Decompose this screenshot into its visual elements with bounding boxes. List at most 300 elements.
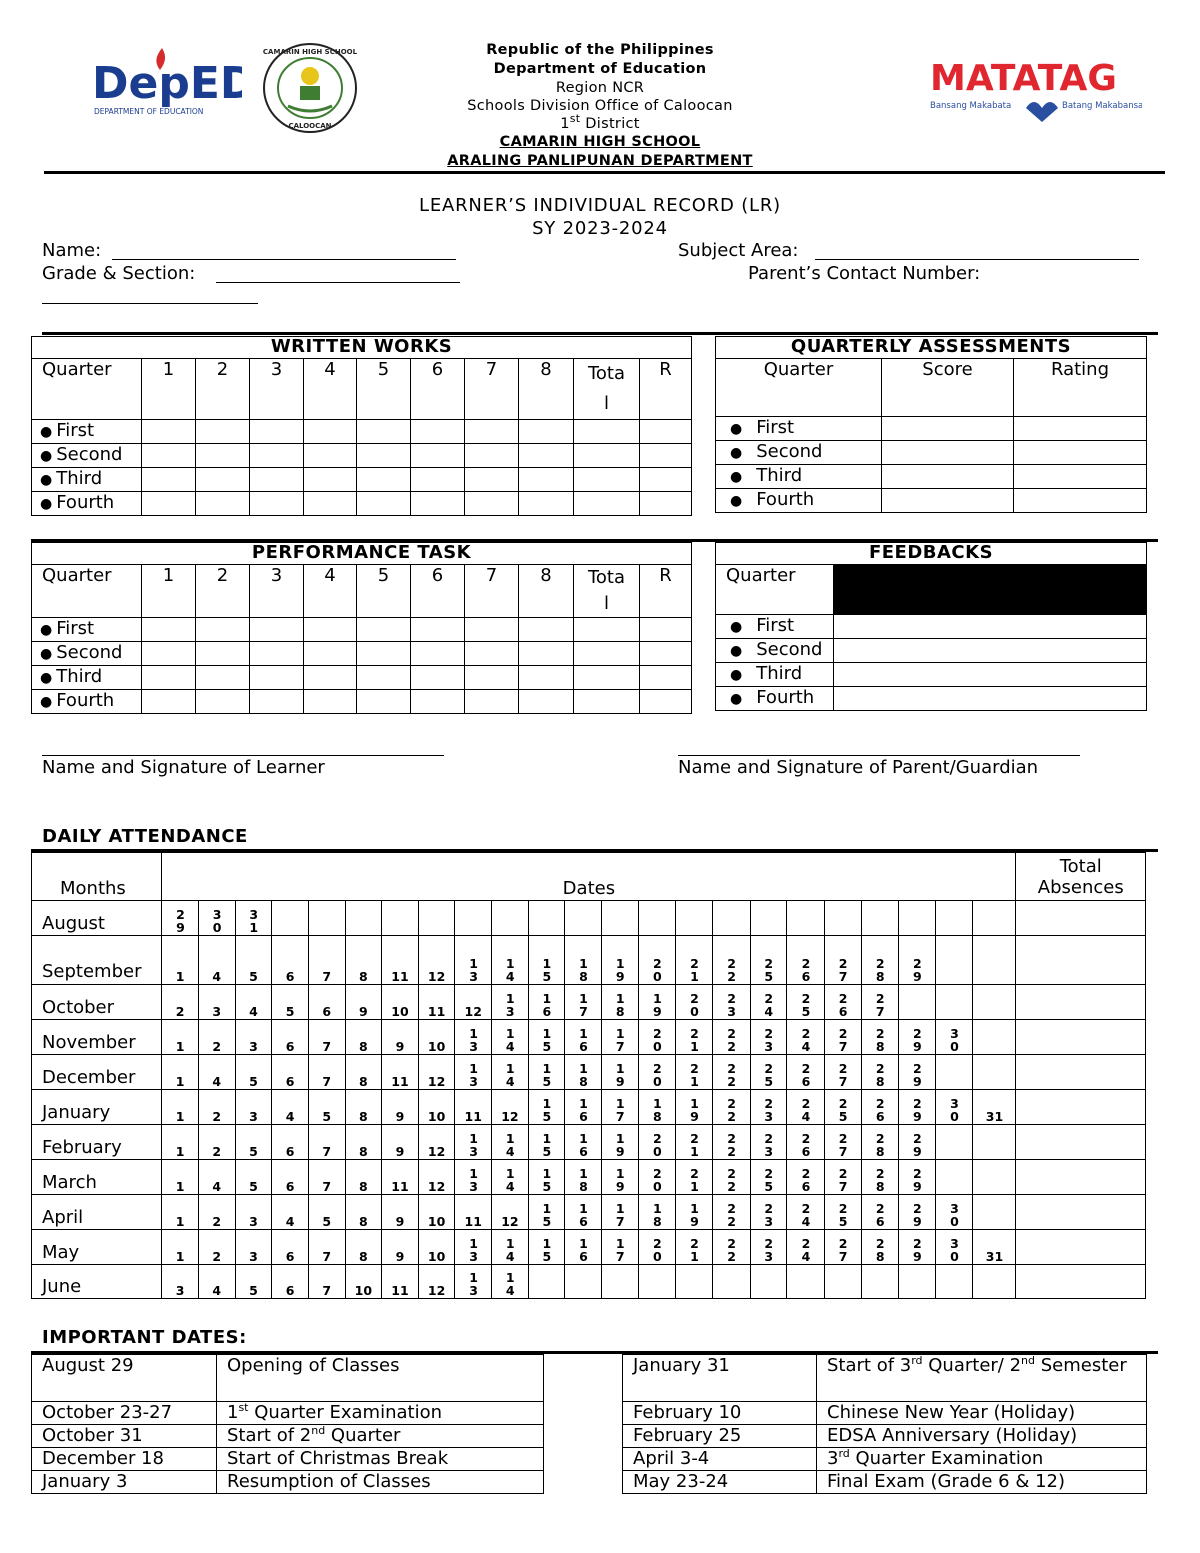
pt-score-cell[interactable] <box>574 642 640 666</box>
ww-score-cell[interactable] <box>196 444 250 468</box>
pt-score-cell[interactable] <box>250 690 304 714</box>
att-date-cell[interactable] <box>162 936 199 985</box>
att-date-cell[interactable] <box>528 1055 565 1090</box>
ww-score-cell[interactable] <box>357 468 411 492</box>
pt-score-cell[interactable] <box>142 642 196 666</box>
pt-score-cell[interactable] <box>304 618 357 642</box>
grade-field[interactable] <box>216 282 460 283</box>
att-date-cell[interactable] <box>235 936 272 985</box>
att-date-cell[interactable] <box>418 1020 455 1055</box>
att-date-cell[interactable] <box>899 1195 936 1230</box>
att-date-cell[interactable] <box>345 1055 382 1090</box>
pt-score-cell[interactable] <box>640 642 692 666</box>
att-date-cell[interactable] <box>565 985 602 1020</box>
ww-score-cell[interactable] <box>574 468 640 492</box>
att-total-cell[interactable] <box>1016 936 1146 985</box>
att-date-cell[interactable] <box>198 1265 235 1299</box>
att-date-cell[interactable] <box>824 1160 861 1195</box>
qa-score-cell[interactable] <box>882 417 1014 441</box>
att-date-cell[interactable] <box>676 1230 713 1265</box>
ww-score-cell[interactable] <box>196 468 250 492</box>
att-date-cell[interactable] <box>935 1195 973 1230</box>
att-date-cell[interactable] <box>492 1125 529 1160</box>
att-date-cell[interactable] <box>198 1055 235 1090</box>
att-date-cell[interactable] <box>308 985 345 1020</box>
att-date-cell[interactable] <box>861 1125 899 1160</box>
att-date-cell[interactable] <box>565 1090 602 1125</box>
att-date-cell[interactable] <box>455 1195 492 1230</box>
att-date-cell[interactable] <box>198 985 235 1020</box>
att-total-cell[interactable] <box>1016 985 1146 1020</box>
att-date-cell[interactable] <box>973 1160 1016 1195</box>
ww-score-cell[interactable] <box>250 444 304 468</box>
ww-score-cell[interactable] <box>411 420 465 444</box>
att-date-cell[interactable] <box>787 985 825 1020</box>
pt-score-cell[interactable] <box>411 690 465 714</box>
att-date-cell[interactable] <box>492 1160 529 1195</box>
att-date-cell[interactable] <box>899 1230 936 1265</box>
att-date-cell[interactable] <box>308 901 345 936</box>
ww-score-cell[interactable] <box>465 444 519 468</box>
att-total-cell[interactable] <box>1016 1125 1146 1160</box>
att-date-cell[interactable] <box>272 985 309 1020</box>
att-date-cell[interactable] <box>528 1265 565 1299</box>
att-date-cell[interactable] <box>565 1160 602 1195</box>
att-date-cell[interactable] <box>824 1265 861 1299</box>
att-date-cell[interactable] <box>750 1230 787 1265</box>
fb-score-cell[interactable] <box>834 687 1147 711</box>
ww-score-cell[interactable] <box>250 468 304 492</box>
pt-score-cell[interactable] <box>196 690 250 714</box>
pt-score-cell[interactable] <box>196 618 250 642</box>
att-date-cell[interactable] <box>492 1230 529 1265</box>
parent-signature-line[interactable] <box>678 755 1080 756</box>
ww-score-cell[interactable] <box>357 492 411 516</box>
ww-score-cell[interactable] <box>357 420 411 444</box>
att-date-cell[interactable] <box>492 1020 529 1055</box>
att-date-cell[interactable] <box>162 1230 199 1265</box>
qa-score-cell[interactable] <box>1014 465 1147 489</box>
att-date-cell[interactable] <box>162 1125 199 1160</box>
att-date-cell[interactable] <box>235 1265 272 1299</box>
att-date-cell[interactable] <box>345 1090 382 1125</box>
att-date-cell[interactable] <box>345 1160 382 1195</box>
ww-score-cell[interactable] <box>519 420 574 444</box>
att-total-cell[interactable] <box>1016 1230 1146 1265</box>
att-date-cell[interactable] <box>308 1160 345 1195</box>
att-date-cell[interactable] <box>712 901 750 936</box>
pt-score-cell[interactable] <box>519 690 574 714</box>
att-date-cell[interactable] <box>824 901 861 936</box>
pt-score-cell[interactable] <box>250 618 304 642</box>
att-date-cell[interactable] <box>973 936 1016 985</box>
qa-score-cell[interactable] <box>1014 441 1147 465</box>
ww-score-cell[interactable] <box>574 444 640 468</box>
att-date-cell[interactable] <box>712 1020 750 1055</box>
pt-score-cell[interactable] <box>357 642 411 666</box>
pt-score-cell[interactable] <box>640 690 692 714</box>
att-date-cell[interactable] <box>750 1265 787 1299</box>
att-date-cell[interactable] <box>418 1230 455 1265</box>
att-total-cell[interactable] <box>1016 1195 1146 1230</box>
att-date-cell[interactable] <box>235 985 272 1020</box>
att-date-cell[interactable] <box>162 1265 199 1299</box>
att-date-cell[interactable] <box>528 901 565 936</box>
att-date-cell[interactable] <box>162 1090 199 1125</box>
att-date-cell[interactable] <box>492 985 529 1020</box>
att-date-cell[interactable] <box>382 1195 419 1230</box>
att-date-cell[interactable] <box>492 1090 529 1125</box>
att-date-cell[interactable] <box>382 1125 419 1160</box>
att-date-cell[interactable] <box>162 1055 199 1090</box>
att-date-cell[interactable] <box>638 985 676 1020</box>
att-date-cell[interactable] <box>750 1125 787 1160</box>
att-date-cell[interactable] <box>712 1160 750 1195</box>
att-date-cell[interactable] <box>418 1090 455 1125</box>
pt-score-cell[interactable] <box>465 666 519 690</box>
att-date-cell[interactable] <box>492 1055 529 1090</box>
att-date-cell[interactable] <box>235 1195 272 1230</box>
att-date-cell[interactable] <box>899 1160 936 1195</box>
ww-score-cell[interactable] <box>640 444 692 468</box>
pt-score-cell[interactable] <box>574 618 640 642</box>
att-date-cell[interactable] <box>308 936 345 985</box>
att-date-cell[interactable] <box>676 936 713 985</box>
att-date-cell[interactable] <box>455 1160 492 1195</box>
pt-score-cell[interactable] <box>142 618 196 642</box>
att-date-cell[interactable] <box>382 936 419 985</box>
att-date-cell[interactable] <box>935 1265 973 1299</box>
att-date-cell[interactable] <box>787 1230 825 1265</box>
att-date-cell[interactable] <box>861 1020 899 1055</box>
att-date-cell[interactable] <box>787 1265 825 1299</box>
att-date-cell[interactable] <box>935 936 973 985</box>
att-date-cell[interactable] <box>861 901 899 936</box>
att-date-cell[interactable] <box>528 1090 565 1125</box>
pt-score-cell[interactable] <box>411 618 465 642</box>
att-date-cell[interactable] <box>528 1125 565 1160</box>
att-date-cell[interactable] <box>455 1090 492 1125</box>
att-date-cell[interactable] <box>676 1055 713 1090</box>
att-date-cell[interactable] <box>272 1230 309 1265</box>
att-date-cell[interactable] <box>418 985 455 1020</box>
att-date-cell[interactable] <box>492 936 529 985</box>
qa-score-cell[interactable] <box>1014 489 1147 513</box>
pt-score-cell[interactable] <box>304 666 357 690</box>
att-date-cell[interactable] <box>235 1125 272 1160</box>
att-date-cell[interactable] <box>638 1265 676 1299</box>
att-date-cell[interactable] <box>602 936 639 985</box>
att-date-cell[interactable] <box>787 1195 825 1230</box>
att-date-cell[interactable] <box>382 985 419 1020</box>
att-date-cell[interactable] <box>198 1230 235 1265</box>
att-date-cell[interactable] <box>528 1230 565 1265</box>
att-date-cell[interactable] <box>345 1020 382 1055</box>
att-date-cell[interactable] <box>345 936 382 985</box>
att-date-cell[interactable] <box>528 936 565 985</box>
att-date-cell[interactable] <box>528 985 565 1020</box>
att-total-cell[interactable] <box>1016 1160 1146 1195</box>
qa-score-cell[interactable] <box>882 489 1014 513</box>
pt-score-cell[interactable] <box>304 642 357 666</box>
ww-score-cell[interactable] <box>142 492 196 516</box>
pt-score-cell[interactable] <box>196 666 250 690</box>
att-date-cell[interactable] <box>345 1195 382 1230</box>
att-date-cell[interactable] <box>565 1125 602 1160</box>
att-date-cell[interactable] <box>565 1195 602 1230</box>
att-date-cell[interactable] <box>602 1160 639 1195</box>
att-date-cell[interactable] <box>861 1265 899 1299</box>
att-date-cell[interactable] <box>418 1195 455 1230</box>
att-date-cell[interactable] <box>861 936 899 985</box>
fb-score-cell[interactable] <box>834 615 1147 639</box>
att-date-cell[interactable] <box>382 1230 419 1265</box>
att-date-cell[interactable] <box>528 1020 565 1055</box>
att-date-cell[interactable] <box>418 1055 455 1090</box>
att-date-cell[interactable] <box>162 985 199 1020</box>
att-date-cell[interactable] <box>602 1230 639 1265</box>
att-date-cell[interactable] <box>824 1055 861 1090</box>
att-date-cell[interactable] <box>455 1125 492 1160</box>
att-date-cell[interactable] <box>787 1020 825 1055</box>
att-date-cell[interactable] <box>198 1020 235 1055</box>
name-field[interactable] <box>112 259 456 260</box>
att-date-cell[interactable] <box>935 1090 973 1125</box>
att-date-cell[interactable] <box>272 1160 309 1195</box>
att-date-cell[interactable] <box>638 936 676 985</box>
att-date-cell[interactable] <box>750 936 787 985</box>
att-date-cell[interactable] <box>272 1265 309 1299</box>
pt-score-cell[interactable] <box>640 618 692 642</box>
qa-score-cell[interactable] <box>882 441 1014 465</box>
att-date-cell[interactable] <box>676 1125 713 1160</box>
att-date-cell[interactable] <box>162 1160 199 1195</box>
att-total-cell[interactable] <box>1016 901 1146 936</box>
att-date-cell[interactable] <box>345 901 382 936</box>
att-date-cell[interactable] <box>198 1195 235 1230</box>
pt-score-cell[interactable] <box>519 642 574 666</box>
att-date-cell[interactable] <box>973 985 1016 1020</box>
att-date-cell[interactable] <box>235 1055 272 1090</box>
pt-score-cell[interactable] <box>250 642 304 666</box>
att-date-cell[interactable] <box>638 1230 676 1265</box>
att-date-cell[interactable] <box>308 1090 345 1125</box>
att-date-cell[interactable] <box>787 1160 825 1195</box>
att-date-cell[interactable] <box>602 1265 639 1299</box>
att-date-cell[interactable] <box>308 1230 345 1265</box>
att-date-cell[interactable] <box>565 1055 602 1090</box>
att-date-cell[interactable] <box>455 1020 492 1055</box>
ww-score-cell[interactable] <box>465 492 519 516</box>
pt-score-cell[interactable] <box>357 690 411 714</box>
att-date-cell[interactable] <box>602 985 639 1020</box>
att-date-cell[interactable] <box>492 1195 529 1230</box>
att-date-cell[interactable] <box>235 1020 272 1055</box>
att-date-cell[interactable] <box>935 1055 973 1090</box>
att-date-cell[interactable] <box>565 936 602 985</box>
pt-score-cell[interactable] <box>142 666 196 690</box>
att-date-cell[interactable] <box>565 1230 602 1265</box>
ww-score-cell[interactable] <box>574 420 640 444</box>
att-date-cell[interactable] <box>973 1125 1016 1160</box>
att-date-cell[interactable] <box>935 985 973 1020</box>
fb-score-cell[interactable] <box>834 663 1147 687</box>
att-date-cell[interactable] <box>750 1020 787 1055</box>
att-date-cell[interactable] <box>861 1090 899 1125</box>
ww-score-cell[interactable] <box>465 468 519 492</box>
ww-score-cell[interactable] <box>640 420 692 444</box>
att-date-cell[interactable] <box>455 985 492 1020</box>
att-date-cell[interactable] <box>272 936 309 985</box>
att-date-cell[interactable] <box>750 1055 787 1090</box>
att-date-cell[interactable] <box>345 1125 382 1160</box>
att-date-cell[interactable] <box>382 901 419 936</box>
ww-score-cell[interactable] <box>357 444 411 468</box>
att-date-cell[interactable] <box>935 1125 973 1160</box>
att-date-cell[interactable] <box>861 1160 899 1195</box>
att-date-cell[interactable] <box>345 1265 382 1299</box>
att-date-cell[interactable] <box>418 936 455 985</box>
att-date-cell[interactable] <box>308 1195 345 1230</box>
ww-score-cell[interactable] <box>519 492 574 516</box>
att-date-cell[interactable] <box>198 1125 235 1160</box>
att-date-cell[interactable] <box>198 936 235 985</box>
att-date-cell[interactable] <box>602 901 639 936</box>
att-date-cell[interactable] <box>935 1160 973 1195</box>
att-date-cell[interactable] <box>861 985 899 1020</box>
ww-score-cell[interactable] <box>411 444 465 468</box>
att-date-cell[interactable] <box>602 1125 639 1160</box>
pt-score-cell[interactable] <box>142 690 196 714</box>
att-date-cell[interactable] <box>824 1125 861 1160</box>
att-date-cell[interactable] <box>308 1020 345 1055</box>
pt-score-cell[interactable] <box>574 690 640 714</box>
att-date-cell[interactable] <box>973 1090 1016 1125</box>
pt-score-cell[interactable] <box>196 642 250 666</box>
pt-score-cell[interactable] <box>640 666 692 690</box>
att-date-cell[interactable] <box>272 1195 309 1230</box>
ww-score-cell[interactable] <box>142 444 196 468</box>
att-date-cell[interactable] <box>676 1195 713 1230</box>
att-date-cell[interactable] <box>198 901 235 936</box>
pt-score-cell[interactable] <box>250 666 304 690</box>
att-date-cell[interactable] <box>973 1265 1016 1299</box>
pt-score-cell[interactable] <box>304 690 357 714</box>
att-date-cell[interactable] <box>750 901 787 936</box>
ww-score-cell[interactable] <box>142 420 196 444</box>
att-date-cell[interactable] <box>455 936 492 985</box>
att-date-cell[interactable] <box>861 1055 899 1090</box>
subject-field[interactable] <box>815 259 1139 260</box>
att-date-cell[interactable] <box>676 1020 713 1055</box>
att-date-cell[interactable] <box>712 936 750 985</box>
att-date-cell[interactable] <box>418 1160 455 1195</box>
att-date-cell[interactable] <box>824 936 861 985</box>
att-date-cell[interactable] <box>935 901 973 936</box>
pt-score-cell[interactable] <box>465 618 519 642</box>
learner-signature-line[interactable] <box>42 755 444 756</box>
att-date-cell[interactable] <box>565 1265 602 1299</box>
qa-score-cell[interactable] <box>882 465 1014 489</box>
ww-score-cell[interactable] <box>574 492 640 516</box>
att-date-cell[interactable] <box>899 985 936 1020</box>
att-date-cell[interactable] <box>824 1090 861 1125</box>
att-date-cell[interactable] <box>787 1055 825 1090</box>
att-date-cell[interactable] <box>272 1125 309 1160</box>
att-date-cell[interactable] <box>272 1055 309 1090</box>
att-date-cell[interactable] <box>899 1265 936 1299</box>
pt-score-cell[interactable] <box>519 666 574 690</box>
ww-score-cell[interactable] <box>640 492 692 516</box>
att-date-cell[interactable] <box>162 901 199 936</box>
att-date-cell[interactable] <box>198 1090 235 1125</box>
pt-score-cell[interactable] <box>357 666 411 690</box>
att-date-cell[interactable] <box>638 901 676 936</box>
att-date-cell[interactable] <box>787 1090 825 1125</box>
att-total-cell[interactable] <box>1016 1020 1146 1055</box>
att-date-cell[interactable] <box>899 1125 936 1160</box>
att-date-cell[interactable] <box>676 1090 713 1125</box>
qa-score-cell[interactable] <box>1014 417 1147 441</box>
att-date-cell[interactable] <box>787 936 825 985</box>
att-date-cell[interactable] <box>787 901 825 936</box>
att-date-cell[interactable] <box>824 1230 861 1265</box>
att-date-cell[interactable] <box>455 1265 492 1299</box>
ww-score-cell[interactable] <box>250 420 304 444</box>
pt-score-cell[interactable] <box>411 666 465 690</box>
ww-score-cell[interactable] <box>519 468 574 492</box>
att-date-cell[interactable] <box>861 1230 899 1265</box>
att-date-cell[interactable] <box>272 1020 309 1055</box>
att-date-cell[interactable] <box>235 1090 272 1125</box>
ww-score-cell[interactable] <box>142 468 196 492</box>
ww-score-cell[interactable] <box>304 444 357 468</box>
att-date-cell[interactable] <box>750 1195 787 1230</box>
att-date-cell[interactable] <box>162 1195 199 1230</box>
att-date-cell[interactable] <box>973 1020 1016 1055</box>
att-date-cell[interactable] <box>861 1195 899 1230</box>
att-date-cell[interactable] <box>528 1160 565 1195</box>
ww-score-cell[interactable] <box>411 468 465 492</box>
ww-score-cell[interactable] <box>640 468 692 492</box>
att-date-cell[interactable] <box>565 1020 602 1055</box>
att-date-cell[interactable] <box>492 901 529 936</box>
att-date-cell[interactable] <box>198 1160 235 1195</box>
att-date-cell[interactable] <box>528 1195 565 1230</box>
att-date-cell[interactable] <box>602 1195 639 1230</box>
att-date-cell[interactable] <box>418 901 455 936</box>
ww-score-cell[interactable] <box>465 420 519 444</box>
att-date-cell[interactable] <box>235 1160 272 1195</box>
att-date-cell[interactable] <box>973 1230 1016 1265</box>
att-date-cell[interactable] <box>602 1090 639 1125</box>
ww-score-cell[interactable] <box>196 420 250 444</box>
ww-score-cell[interactable] <box>304 468 357 492</box>
att-date-cell[interactable] <box>712 1230 750 1265</box>
att-date-cell[interactable] <box>162 1020 199 1055</box>
fb-score-cell[interactable] <box>834 639 1147 663</box>
att-date-cell[interactable] <box>973 1195 1016 1230</box>
att-date-cell[interactable] <box>750 1160 787 1195</box>
att-date-cell[interactable] <box>935 1020 973 1055</box>
att-date-cell[interactable] <box>676 985 713 1020</box>
att-total-cell[interactable] <box>1016 1055 1146 1090</box>
att-date-cell[interactable] <box>638 1090 676 1125</box>
ww-score-cell[interactable] <box>196 492 250 516</box>
att-date-cell[interactable] <box>382 1265 419 1299</box>
att-date-cell[interactable] <box>638 1020 676 1055</box>
pt-score-cell[interactable] <box>465 690 519 714</box>
